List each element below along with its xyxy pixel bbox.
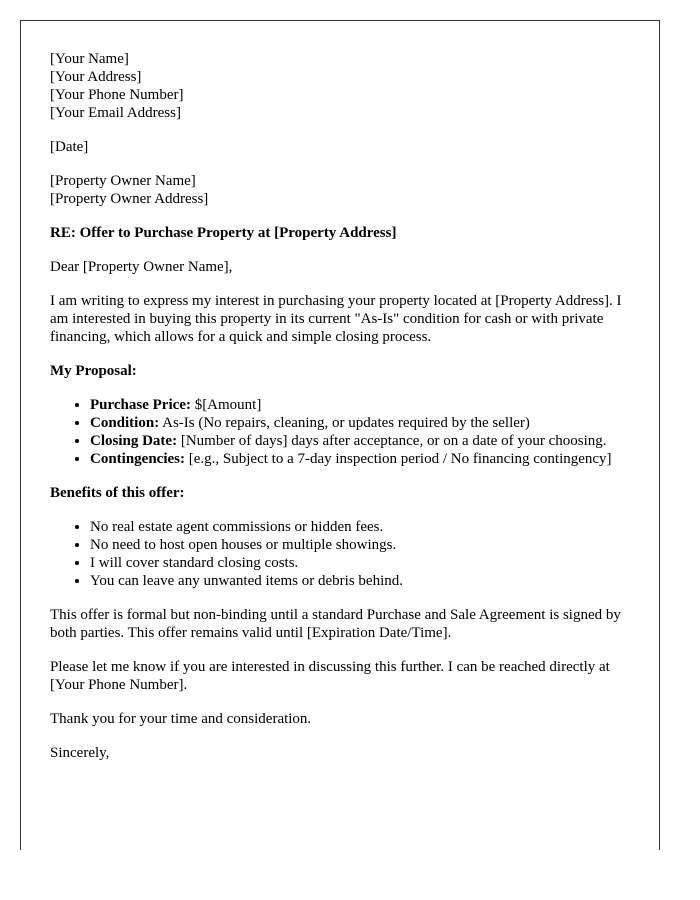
proposal-item-label: Condition: bbox=[90, 415, 160, 431]
terms-paragraph: This offer is formal but non-binding until a standard Purchase and Sale Agreement is signed by both parties. This offer remains valid until [Expiration Date/Time]. bbox=[50, 607, 621, 641]
proposal-item-label: Purchase Price: bbox=[90, 397, 191, 413]
letter-body bbox=[50, 50, 642, 778]
date-block bbox=[50, 138, 642, 156]
intro-paragraph: I am writing to express my interest in purchasing your property located at [Property Address]. I am interested in buying this property in its current "As-Is" condition for cash or with private financing, which allows for a quick and simple closing process. bbox=[50, 293, 622, 345]
sender-email: [Your Email Address] bbox=[50, 105, 181, 121]
sender-name: [Your Name] bbox=[50, 51, 129, 67]
proposal-item-condition bbox=[90, 414, 642, 432]
proposal-item-contingencies bbox=[90, 450, 642, 468]
benefits-item: • You can leave any unwanted items or debris behind. bbox=[90, 572, 642, 590]
proposal-item-text: [Number of days] days after acceptance, or on a date of your choosing. bbox=[177, 433, 607, 449]
sender-address: [Your Address] bbox=[50, 69, 142, 85]
proposal-item-price bbox=[90, 396, 642, 414]
letter-date: [Date] bbox=[50, 139, 89, 155]
benefits-item: • I will cover standard closing costs. bbox=[90, 554, 642, 572]
benefits-item: • No real estate agent commissions or hidden fees. bbox=[90, 518, 642, 536]
thanks-paragraph: Thank you for your time and consideration. bbox=[50, 711, 312, 727]
letter-page bbox=[20, 20, 660, 850]
proposal-item-closing-date bbox=[90, 432, 642, 450]
recipient-address: [Property Owner Address] bbox=[50, 191, 209, 207]
subject-line: RE: Offer to Purchase Property at [Property Address] bbox=[50, 225, 397, 241]
proposal-item-text: As-Is (No repairs, cleaning, or updates required by the seller) bbox=[159, 415, 530, 431]
proposal-item-text: [e.g., Subject to a 7-day inspection period / No financing contingency] bbox=[185, 451, 612, 467]
sender-phone: [Your Phone Number] bbox=[50, 87, 184, 103]
salutation: Dear [Property Owner Name], bbox=[50, 259, 233, 275]
proposal-item-label: Closing Date: bbox=[90, 433, 178, 449]
benefits-heading: Benefits of this offer: bbox=[50, 485, 185, 501]
benefits-item: • No need to host open houses or multiple showings. bbox=[90, 536, 642, 554]
sender-block bbox=[50, 50, 642, 122]
proposal-item-label: Contingencies: bbox=[90, 451, 185, 467]
proposal-heading: My Proposal: bbox=[50, 363, 137, 379]
closing-line: Sincerely, bbox=[50, 745, 110, 761]
contact-paragraph: Please let me know if you are interested in discussing this further. I can be reached directly at [Your Phone Number]. bbox=[50, 659, 610, 693]
recipient-block bbox=[50, 172, 642, 208]
recipient-name: [Property Owner Name] bbox=[50, 173, 196, 189]
proposal-list bbox=[50, 396, 642, 468]
proposal-item-text: $[Amount] bbox=[190, 397, 262, 413]
benefits-list bbox=[50, 518, 642, 590]
